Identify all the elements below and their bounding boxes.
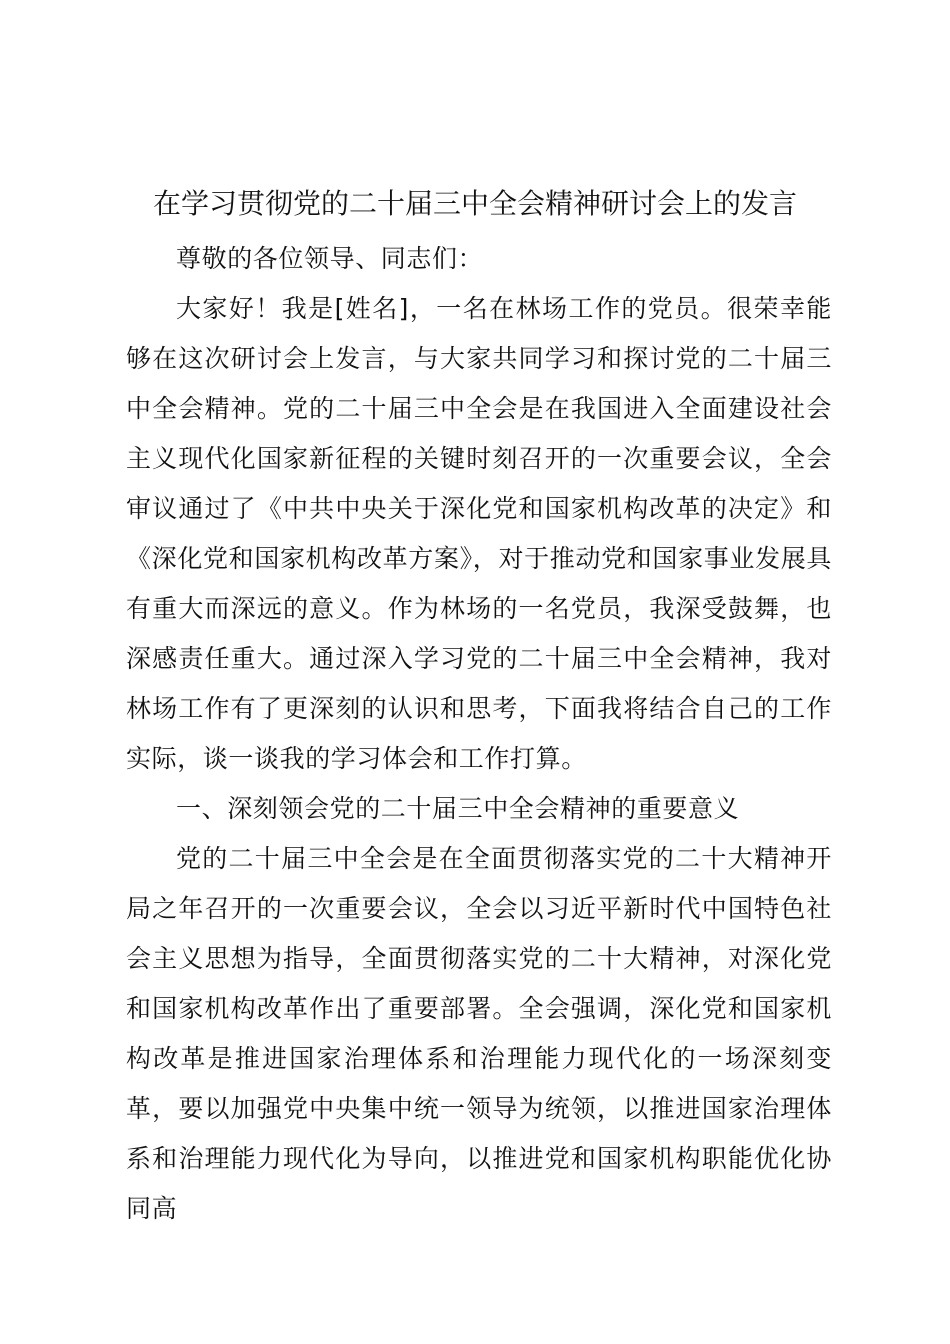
section-1-paragraph: 党的二十届三中全会是在全面贯彻落实党的二十大精神开局之年召开的一次重要会议，全会以习近平新时代中国特色社会主义思想为指导，全面贯彻落实党的二十大精神，对深化党和国家机构改革作出了重要部署。全会强调，深化党和国家机构改革是推进国家治理体系和治理能力现代化的一场深刻变革，要以加强党中央集中统一领导为统领，以推进国家治理体系和治理能力现代化为导向，以推进党和国家机构职能优化协同高 [126,844,832,1223]
document-title: 在学习贯彻党的二十届三中全会精神研讨会上的发言 [152,187,797,220]
intro-paragraph: 大家好！我是[姓名]，一名在林场工作的党员。很荣幸能够在这次研讨会上发言，与大家共同学习和探讨党的二十届三中全会精神。党的二十届三中全会是在我国进入全面建设社会主义现代化国家新征程的关键时刻召开的一次重要会议，全会审议通过了《中共中央关于深化党和国家机构改革的决定》和《深化党和国家机构改革方案》，对于推动党和国家事业发展具有重大而深远的意义。作为林场的一名党员，我深受鼓舞，也深感责任重大。通过深入学习党的二十届三中全会精神，我对林场工作有了更深刻的认识和思考，下面我将结合自己的工作实际，谈一谈我的学习体会和工作打算。 [126,294,832,773]
salutation: 尊敬的各位领导、同志们： [176,244,484,273]
section-1-heading: 一、深刻领会党的二十届三中全会精神的重要意义 [176,794,740,823]
document-body [126,234,832,1234]
